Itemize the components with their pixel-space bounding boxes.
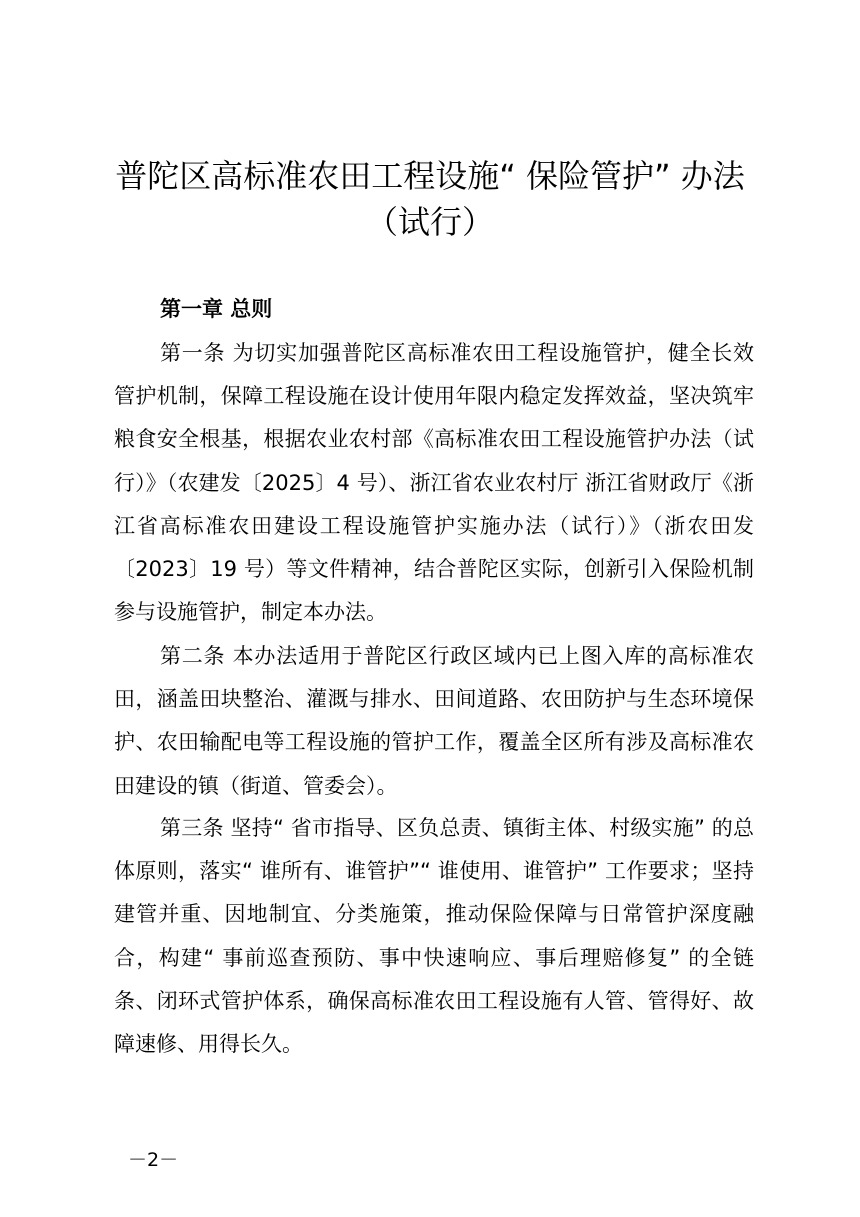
document-subtitle: （试行）: [365, 203, 494, 241]
article-paragraph: 第二条 本办法适用于普陀区行政区域内已上图入库的高标准农田，涵盖田块整治、灌溉与排水、田间道路、农田防护与生态环境保护、农田输配电等工程设施的管护工作，覆盖全区所有涉及高标准农田建设的镇（街道、管委会）。: [114, 644, 754, 798]
chapter-heading: 第一章 总则: [160, 297, 273, 321]
article-paragraph: 第三条 坚持“ 省市指导、区负总责、镇街主体、村级实施” 的总体原则，落实“ 谁所有、谁管护”“ 谁使用、谁管护” 工作要求；坚持建管并重、因地制宜、分类施策，推动保险保障与日常管护深度融合，构建“ 事前巡查预防、事中快速响应、事后理赔修复” 的全链条、闭环式管护体系，确保高标准农田工程设施有人管、管得好、故障速修、用得长久。: [114, 816, 754, 1057]
document-title: 普陀区高标准农田工程设施“ 保险管护” 办法: [115, 157, 745, 195]
article-paragraph: 第一条 为切实加强普陀区高标准农田工程设施管护，健全长效管护机制，保障工程设施在设计使用年限内稳定发挥效益，坚决筑牢粮食安全根基，根据农业农村部《高标准农田工程设施管护办法（试行）》（农建发〔2025〕4 号）、浙江省农业农村厅 浙江省财政厅《浙江省高标准农田建设工程设施管护实施办法（试行）》（浙农田发〔2023〕19 号）等文件精神，结合普陀区实际，创新引入保险机制参与设施管护，制定本办法。: [114, 341, 754, 625]
page-number: －2－: [128, 1149, 179, 1171]
